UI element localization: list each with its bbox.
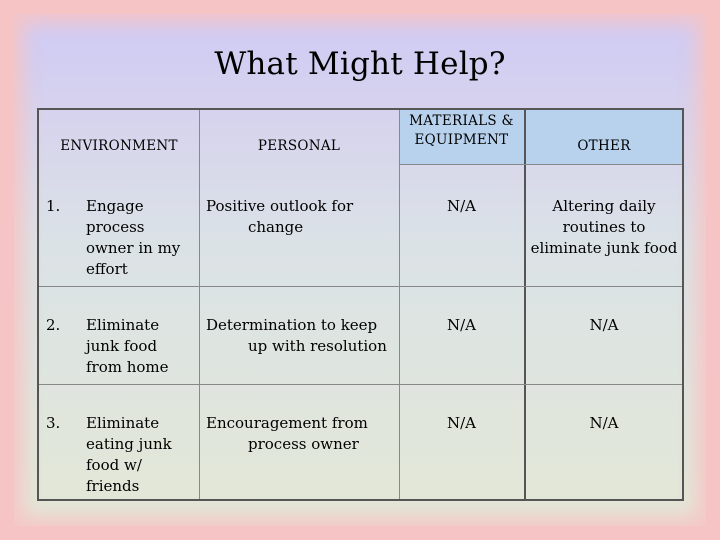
row-number: 3. — [46, 414, 61, 432]
personal-cell — [206, 196, 396, 238]
column-divider — [199, 110, 200, 499]
other-cell: N/A — [589, 316, 619, 334]
row-number: 2. — [46, 316, 61, 334]
environment-cell: Eliminate junk food from home — [86, 316, 169, 376]
slide-title: What Might Help? — [214, 46, 506, 82]
other-cell: N/A — [589, 414, 619, 432]
header-personal: PERSONAL — [257, 138, 341, 154]
row-number: 1. — [46, 197, 61, 215]
environment-cell: Eliminate eating junk food w/ friends — [86, 414, 172, 495]
row-divider — [39, 384, 682, 385]
column-divider — [524, 110, 526, 499]
environment-cell: Engage process owner in my effort — [86, 197, 181, 278]
personal-text: Determination to keep up with resolution — [206, 316, 387, 355]
header-environment: ENVIRONMENT — [60, 138, 178, 154]
help-table — [37, 108, 684, 501]
other-cell: Altering daily routines to eliminate junk food — [530, 197, 678, 257]
column-divider — [399, 110, 400, 499]
personal-cell — [206, 413, 396, 455]
personal-cell — [206, 315, 396, 357]
header-other: OTHER — [577, 138, 631, 154]
materials-cell: N/A — [446, 414, 476, 432]
header-rule — [399, 164, 682, 165]
personal-text: Positive outlook for change — [206, 197, 354, 236]
personal-text: Encouragement from process owner — [206, 414, 368, 453]
materials-cell: N/A — [446, 197, 476, 215]
materials-cell: N/A — [446, 316, 476, 334]
header-materials: MATERIALS & EQUIPMENT — [409, 113, 514, 148]
row-divider — [39, 286, 682, 287]
